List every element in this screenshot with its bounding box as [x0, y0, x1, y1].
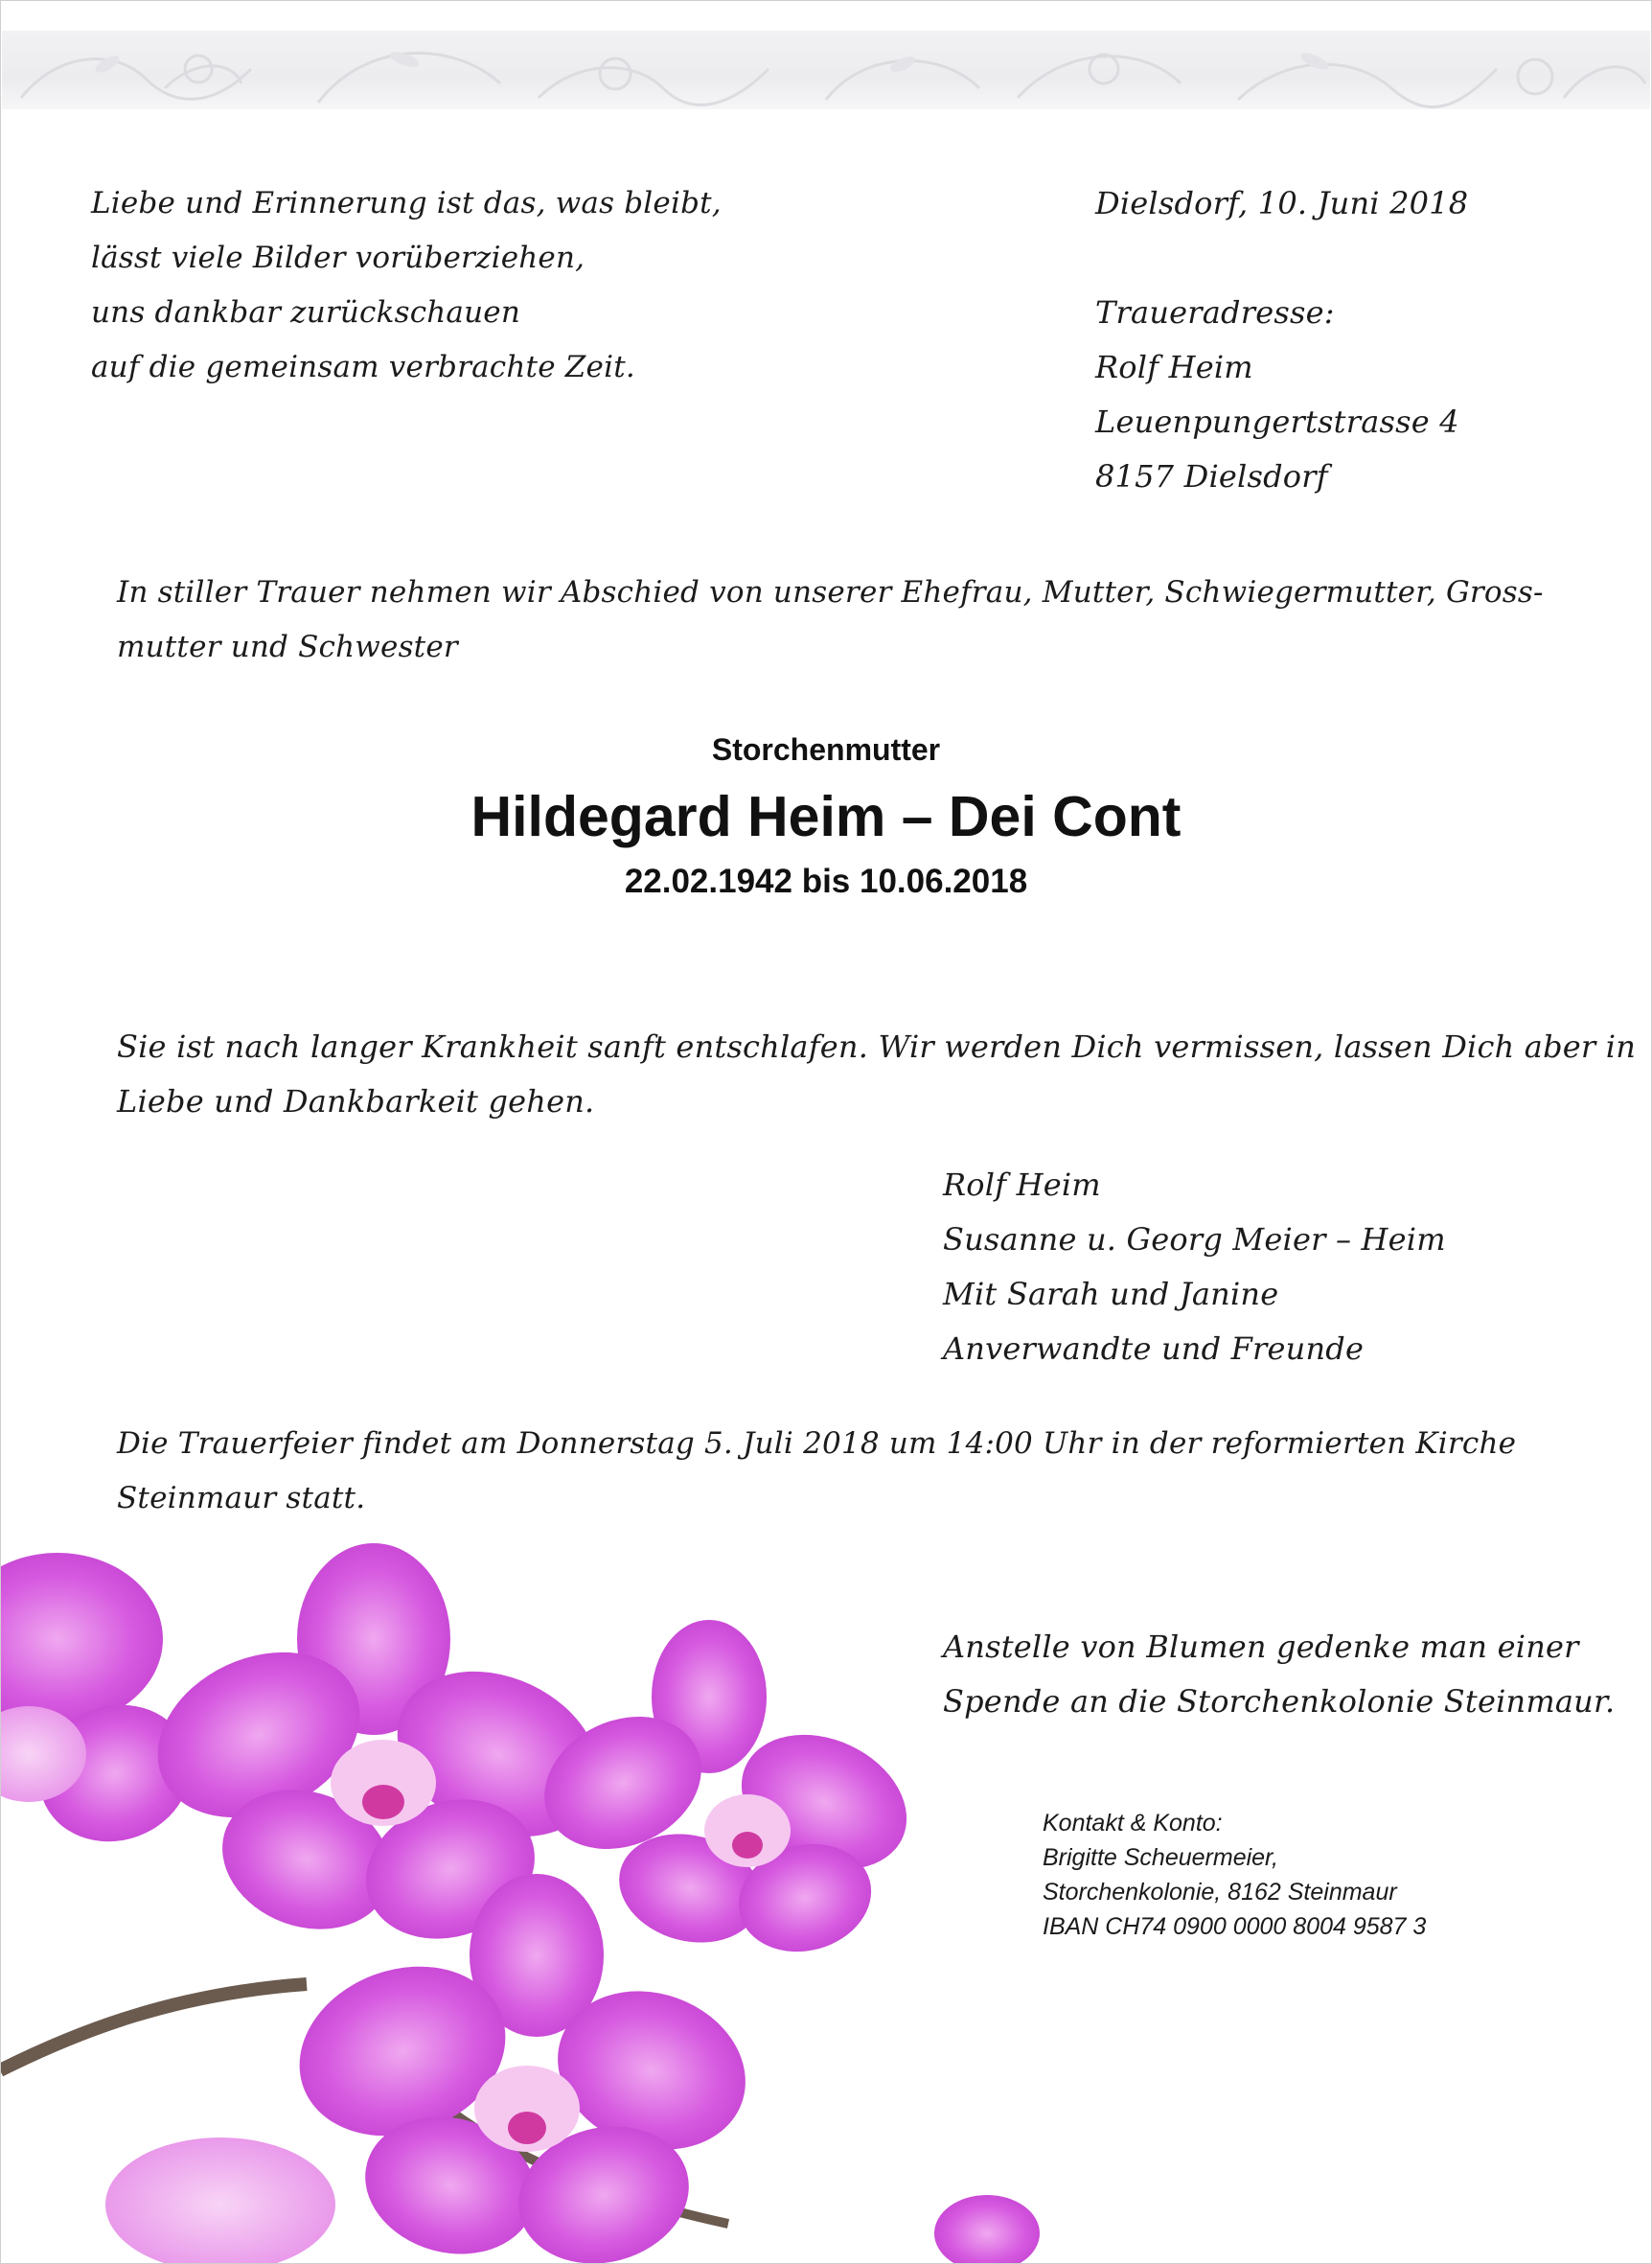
mourner: Susanne u. Georg Meier – Heim: [943, 1221, 1446, 1258]
mourner: Anverwandte und Freunde: [943, 1330, 1365, 1367]
donation-line: Spende an die Storchenkolonie Steinmaur.: [943, 1683, 1616, 1720]
contact-block: [1043, 1806, 1426, 1944]
deceased-name: Hildegard Heim – Dei Cont: [470, 785, 1182, 848]
address-label: Traueradresse:: [1095, 294, 1335, 331]
mourner: Rolf Heim: [943, 1167, 1101, 1203]
intro-line: In stiller Trauer nehmen wir Abschied von unserer Ehefrau, Mutter, Schwiegermutter, Gross-: [117, 575, 1544, 610]
intro-paragraph: [117, 566, 1544, 675]
poem-line: lässt viele Bilder vorüberziehen,: [91, 241, 585, 275]
address-city: 8157 Dielsdorf: [1095, 458, 1328, 495]
floral-ornament: [2, 31, 1650, 109]
message-line: Liebe und Dankbarkeit gehen.: [117, 1083, 595, 1120]
mourners-list: [943, 1158, 1446, 1376]
address-block: [1095, 176, 1468, 504]
mourner: Mit Sarah und Janine: [943, 1276, 1279, 1312]
poem-line: auf die gemeinsam verbrachte Zeit.: [91, 350, 635, 384]
contact-heading: Kontakt & Konto:: [1043, 1810, 1223, 1837]
address-street: Leuenpungertstrasse 4: [1095, 404, 1459, 440]
spacer: [1095, 231, 1468, 286]
donation-line: Anstelle von Blumen gedenke man einer: [943, 1629, 1579, 1665]
decorative-header-band: [2, 31, 1650, 109]
poem-line: uns dankbar zurückschauen: [91, 295, 520, 330]
poem: [91, 176, 722, 395]
ceremony-line: Steinmaur statt.: [117, 1481, 366, 1515]
contact-org: Storchenkolonie, 8162 Steinmaur: [1043, 1879, 1397, 1906]
message-line: Sie ist nach langer Krankheit sanft entschlafen. Wir werden Dich vermissen, lassen Dich aber in: [117, 1028, 1636, 1065]
ceremony-paragraph: [117, 1417, 1516, 1526]
deceased-dates: 22.02.1942 bis 10.06.2018: [624, 863, 1028, 900]
contact-name: Brigitte Scheuermeier,: [1043, 1844, 1278, 1871]
deceased-epithet: Storchenmutter: [711, 732, 941, 767]
place-date: Dielsdorf, 10. Juni 2018: [1095, 185, 1469, 221]
address-name: Rolf Heim: [1095, 349, 1253, 385]
donation-note: [943, 1620, 1615, 1729]
ceremony-line: Die Trauerfeier findet am Donnerstag 5. Juli 2018 um 14:00 Uhr in der reformierten Kirche: [117, 1426, 1517, 1461]
poem-line: Liebe und Erinnerung ist das, was bleibt,: [91, 186, 722, 220]
message-paragraph: [117, 1020, 1636, 1129]
orchid-flower-illustration: [0, 1534, 1054, 2264]
intro-line: mutter und Schwester: [117, 630, 458, 664]
contact-iban: IBAN CH74 0900 0000 8004 9587 3: [1043, 1913, 1427, 1940]
